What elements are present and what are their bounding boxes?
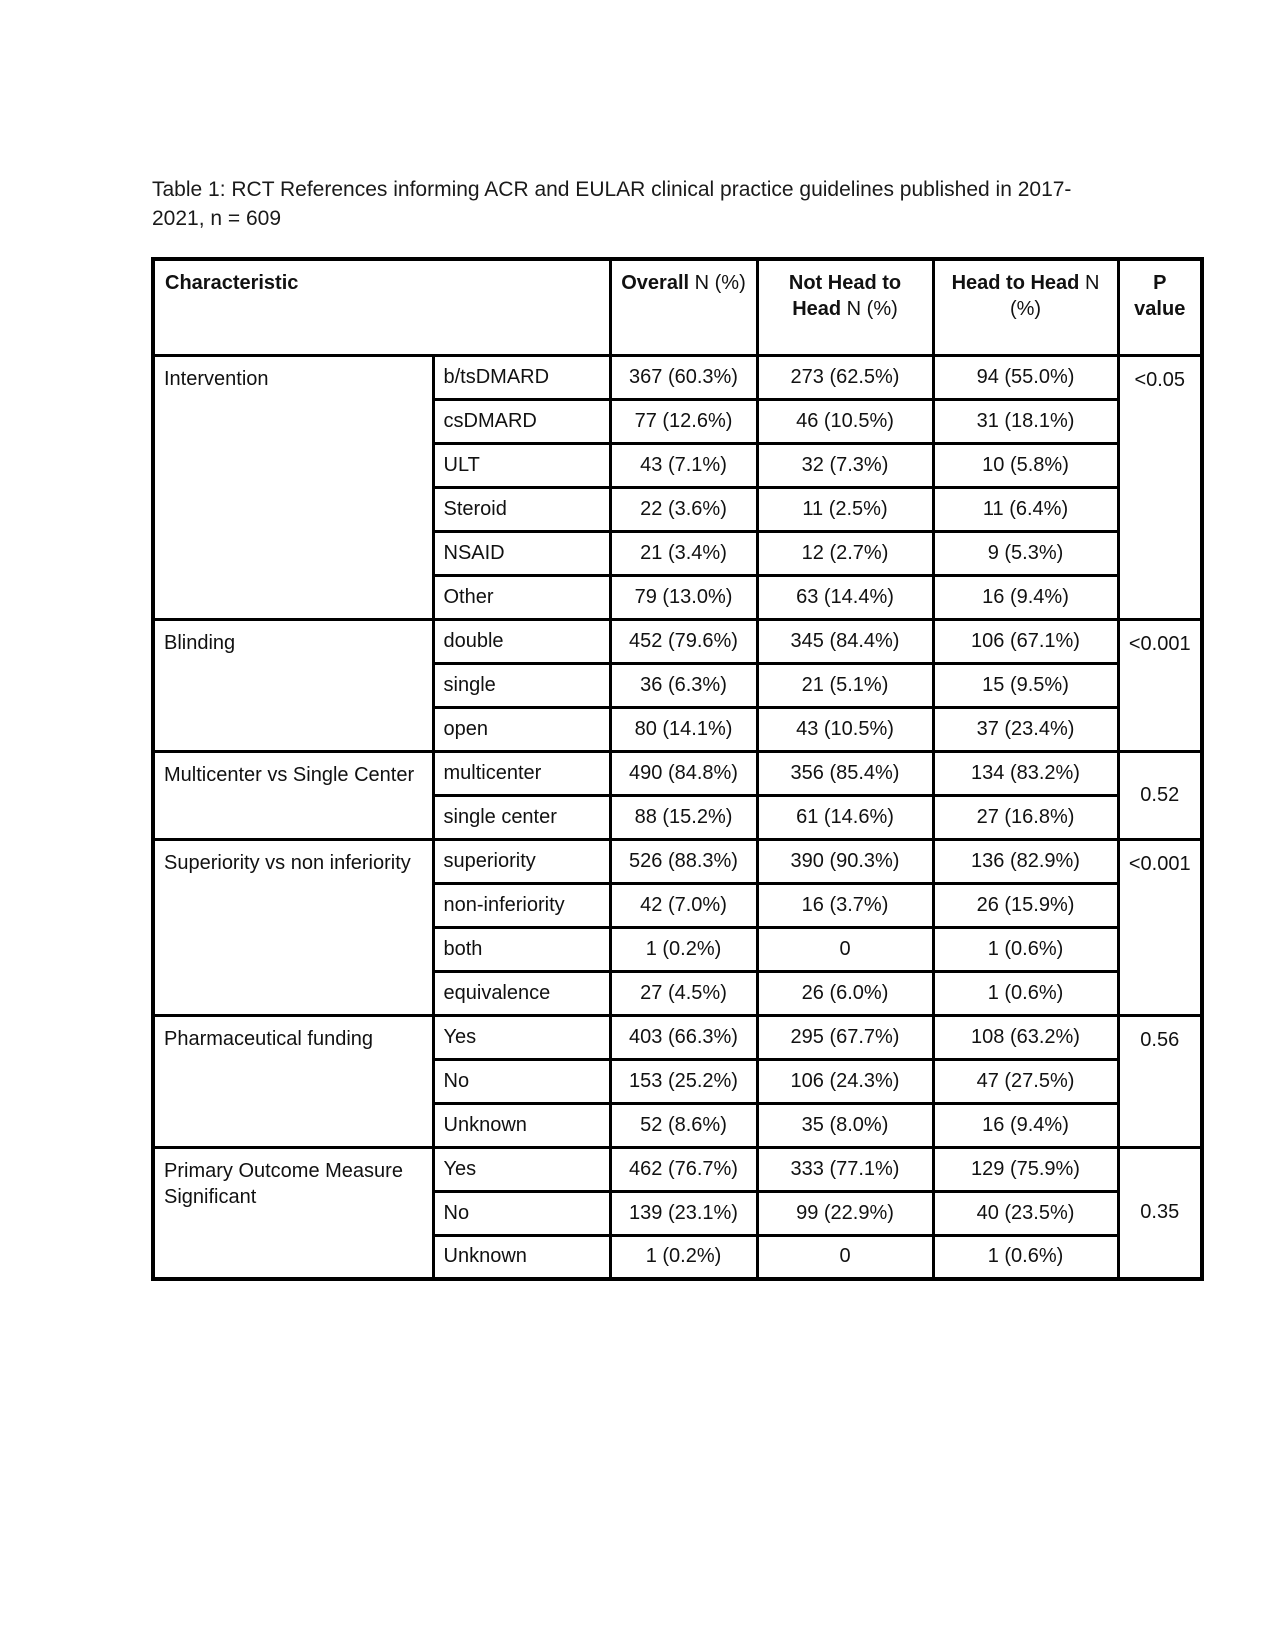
overall-cell: 526 (88.3%) xyxy=(610,839,757,883)
not-head-to-head-cell: 99 (22.9%) xyxy=(757,1191,933,1235)
category-cell: open xyxy=(433,707,610,751)
head-to-head-cell: 136 (82.9%) xyxy=(933,839,1118,883)
category-cell: equivalence xyxy=(433,971,610,1015)
head-to-head-cell: 134 (83.2%) xyxy=(933,751,1118,795)
table-caption: Table 1: RCT References informing ACR and EULAR clinical practice guidelines published in 2017-2021, n = 609 xyxy=(152,178,1072,230)
column-header-characteristic: Characteristic xyxy=(153,259,610,355)
p-value-cell: 0.52 xyxy=(1118,751,1202,839)
not-head-to-head-cell: 26 (6.0%) xyxy=(757,971,933,1015)
column-header-not-head-to-head: Not Head to Head N (%) xyxy=(757,259,933,355)
table-row xyxy=(153,355,1202,399)
group-label-intervention: Intervention xyxy=(153,355,433,619)
head-to-head-cell: 31 (18.1%) xyxy=(933,399,1118,443)
head-to-head-cell: 9 (5.3%) xyxy=(933,531,1118,575)
column-header-p-value: P value xyxy=(1118,259,1202,355)
head-to-head-cell: 27 (16.8%) xyxy=(933,795,1118,839)
not-head-to-head-cell: 295 (67.7%) xyxy=(757,1015,933,1059)
table-row xyxy=(153,751,1202,795)
head-to-head-cell: 26 (15.9%) xyxy=(933,883,1118,927)
p-value-cell: <0.001 xyxy=(1118,619,1202,751)
p-value-cell: 0.56 xyxy=(1118,1015,1202,1147)
category-cell: No xyxy=(433,1191,610,1235)
table-row xyxy=(153,619,1202,663)
column-header-overall: Overall N (%) xyxy=(610,259,757,355)
overall-cell: 490 (84.8%) xyxy=(610,751,757,795)
category-cell: NSAID xyxy=(433,531,610,575)
head-to-head-cell: 94 (55.0%) xyxy=(933,355,1118,399)
category-cell: double xyxy=(433,619,610,663)
not-head-to-head-cell: 35 (8.0%) xyxy=(757,1103,933,1147)
group-label-blinding: Blinding xyxy=(153,619,433,751)
not-head-to-head-cell: 21 (5.1%) xyxy=(757,663,933,707)
category-cell: Other xyxy=(433,575,610,619)
table-row xyxy=(153,1015,1202,1059)
head-to-head-cell: 106 (67.1%) xyxy=(933,619,1118,663)
p-value-cell: <0.05 xyxy=(1118,355,1202,619)
column-header-head-to-head: Head to Head N (%) xyxy=(933,259,1118,355)
overall-cell: 452 (79.6%) xyxy=(610,619,757,663)
overall-cell: 1 (0.2%) xyxy=(610,927,757,971)
head-to-head-cell: 16 (9.4%) xyxy=(933,1103,1118,1147)
category-cell: superiority xyxy=(433,839,610,883)
not-head-to-head-cell: 390 (90.3%) xyxy=(757,839,933,883)
overall-cell: 1 (0.2%) xyxy=(610,1235,757,1279)
category-cell: single xyxy=(433,663,610,707)
overall-cell: 88 (15.2%) xyxy=(610,795,757,839)
not-head-to-head-cell: 16 (3.7%) xyxy=(757,883,933,927)
overall-cell: 80 (14.1%) xyxy=(610,707,757,751)
overall-cell: 42 (7.0%) xyxy=(610,883,757,927)
p-value-cell: 0.35 xyxy=(1118,1147,1202,1279)
not-head-to-head-cell: 11 (2.5%) xyxy=(757,487,933,531)
not-head-to-head-cell: 43 (10.5%) xyxy=(757,707,933,751)
category-cell: non-inferiority xyxy=(433,883,610,927)
header-row xyxy=(153,259,1202,355)
group-label-primary-outcome: Primary Outcome Measure Significant xyxy=(153,1147,433,1279)
not-head-to-head-cell: 106 (24.3%) xyxy=(757,1059,933,1103)
table-row xyxy=(153,839,1202,883)
overall-cell: 79 (13.0%) xyxy=(610,575,757,619)
overall-cell: 22 (3.6%) xyxy=(610,487,757,531)
head-to-head-cell: 108 (63.2%) xyxy=(933,1015,1118,1059)
category-cell: ULT xyxy=(433,443,610,487)
group-label-superiority: Superiority vs non inferiority xyxy=(153,839,433,1015)
not-head-to-head-cell: 0 xyxy=(757,927,933,971)
head-to-head-cell: 47 (27.5%) xyxy=(933,1059,1118,1103)
not-head-to-head-cell: 356 (85.4%) xyxy=(757,751,933,795)
not-head-to-head-cell: 12 (2.7%) xyxy=(757,531,933,575)
head-to-head-cell: 40 (23.5%) xyxy=(933,1191,1118,1235)
not-head-to-head-cell: 0 xyxy=(757,1235,933,1279)
not-head-to-head-cell: 63 (14.4%) xyxy=(757,575,933,619)
p-value-cell: <0.001 xyxy=(1118,839,1202,1015)
head-to-head-cell: 129 (75.9%) xyxy=(933,1147,1118,1191)
not-head-to-head-cell: 345 (84.4%) xyxy=(757,619,933,663)
head-to-head-cell: 1 (0.6%) xyxy=(933,927,1118,971)
rct-characteristics-table xyxy=(151,257,1204,1281)
table-row xyxy=(153,1147,1202,1191)
category-cell: both xyxy=(433,927,610,971)
head-to-head-cell: 16 (9.4%) xyxy=(933,575,1118,619)
group-label-pharmaceutical-funding: Pharmaceutical funding xyxy=(153,1015,433,1147)
overall-cell: 153 (25.2%) xyxy=(610,1059,757,1103)
category-cell: multicenter xyxy=(433,751,610,795)
not-head-to-head-cell: 333 (77.1%) xyxy=(757,1147,933,1191)
head-to-head-cell: 11 (6.4%) xyxy=(933,487,1118,531)
overall-cell: 21 (3.4%) xyxy=(610,531,757,575)
head-to-head-cell: 1 (0.6%) xyxy=(933,971,1118,1015)
overall-cell: 139 (23.1%) xyxy=(610,1191,757,1235)
overall-cell: 27 (4.5%) xyxy=(610,971,757,1015)
category-cell: No xyxy=(433,1059,610,1103)
category-cell: single center xyxy=(433,795,610,839)
not-head-to-head-cell: 61 (14.6%) xyxy=(757,795,933,839)
overall-cell: 367 (60.3%) xyxy=(610,355,757,399)
not-head-to-head-cell: 32 (7.3%) xyxy=(757,443,933,487)
category-cell: Unknown xyxy=(433,1235,610,1279)
category-cell: Yes xyxy=(433,1147,610,1191)
category-cell: Yes xyxy=(433,1015,610,1059)
overall-cell: 403 (66.3%) xyxy=(610,1015,757,1059)
category-cell: csDMARD xyxy=(433,399,610,443)
overall-cell: 43 (7.1%) xyxy=(610,443,757,487)
not-head-to-head-cell: 273 (62.5%) xyxy=(757,355,933,399)
head-to-head-cell: 37 (23.4%) xyxy=(933,707,1118,751)
head-to-head-cell: 1 (0.6%) xyxy=(933,1235,1118,1279)
head-to-head-cell: 15 (9.5%) xyxy=(933,663,1118,707)
head-to-head-cell: 10 (5.8%) xyxy=(933,443,1118,487)
group-label-multicenter: Multicenter vs Single Center xyxy=(153,751,433,839)
category-cell: b/tsDMARD xyxy=(433,355,610,399)
not-head-to-head-cell: 46 (10.5%) xyxy=(757,399,933,443)
overall-cell: 77 (12.6%) xyxy=(610,399,757,443)
overall-cell: 36 (6.3%) xyxy=(610,663,757,707)
overall-cell: 52 (8.6%) xyxy=(610,1103,757,1147)
category-cell: Unknown xyxy=(433,1103,610,1147)
overall-cell: 462 (76.7%) xyxy=(610,1147,757,1191)
category-cell: Steroid xyxy=(433,487,610,531)
